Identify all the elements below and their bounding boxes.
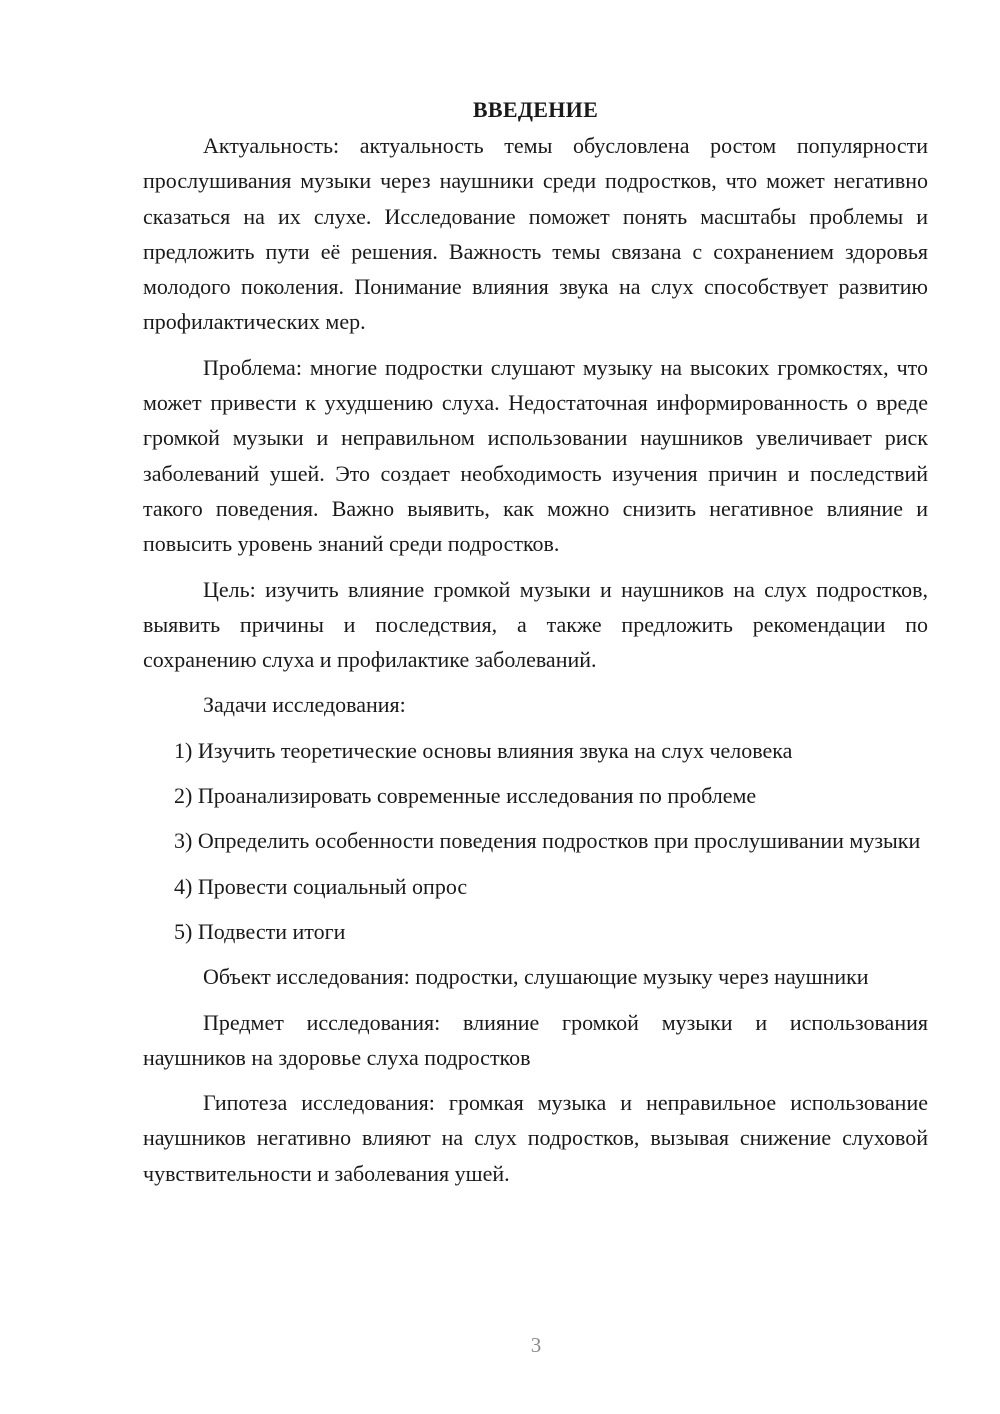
paragraph-hypothesis: Гипотеза исследования: громкая музыка и неправильное использование наушников негативно влияют на слух подростков, вызывая снижение слуховой чувствительности и заболевания ушей.	[143, 1090, 928, 1186]
paragraph-subject: Предмет исследования: влияние громкой музыки и использования наушников на здоровье слуха подростков	[143, 1009, 928, 1070]
paragraph-relevance: Актуальность: актуальность темы обусловлена ростом популярности прослушивания музыки через наушники среди подростков, что может негативно сказаться на их слухе. Исследование поможет понять масштабы проблемы и предложить пути её решения. Важность темы связана с сохранением здоровья молодого поколения. Понимание влияния звука на слух способствует развитию профилактических мер.	[143, 133, 928, 335]
task-item-4: 4) Провести социальный опрос	[174, 873, 468, 899]
task-item-1: 1) Изучить теоретические основы влияния звука на слух человека	[174, 737, 793, 763]
tasks-heading: Задачи исследования:	[203, 692, 406, 718]
paragraph-object: Объект исследования: подростки, слушающие музыку через наушники	[203, 964, 869, 990]
task-item-3: 3) Определить особенности поведения подростков при прослушивании музыки	[174, 828, 921, 854]
paragraph-problem: Проблема: многие подростки слушают музыку на высоких громкостях, что может привести к ухудшению слуха. Недостаточная информированность о вреде громкой музыки и неправильном использовании наушников увеличивает риск заболеваний ушей. Это создает необходимость изучения причин и последствий такого поведения. Важно выявить, как можно снизить негативное влияние и повысить уровень знаний среди подростков.	[143, 354, 928, 557]
task-item-5: 5) Подвести итоги	[174, 918, 346, 944]
document-page	[143, 92, 928, 1201]
page-number: 3	[530, 1333, 542, 1357]
task-item-2: 2) Проанализировать современные исследования по проблеме	[174, 783, 757, 809]
section-title: ВВЕДЕНИЕ	[472, 97, 599, 122]
paragraph-goal: Цель: изучить влияние громкой музыки и наушников на слух подростков, выявить причины и последствия, а также предложить рекомендации по сохранению слуха и профилактике заболеваний.	[143, 576, 928, 673]
